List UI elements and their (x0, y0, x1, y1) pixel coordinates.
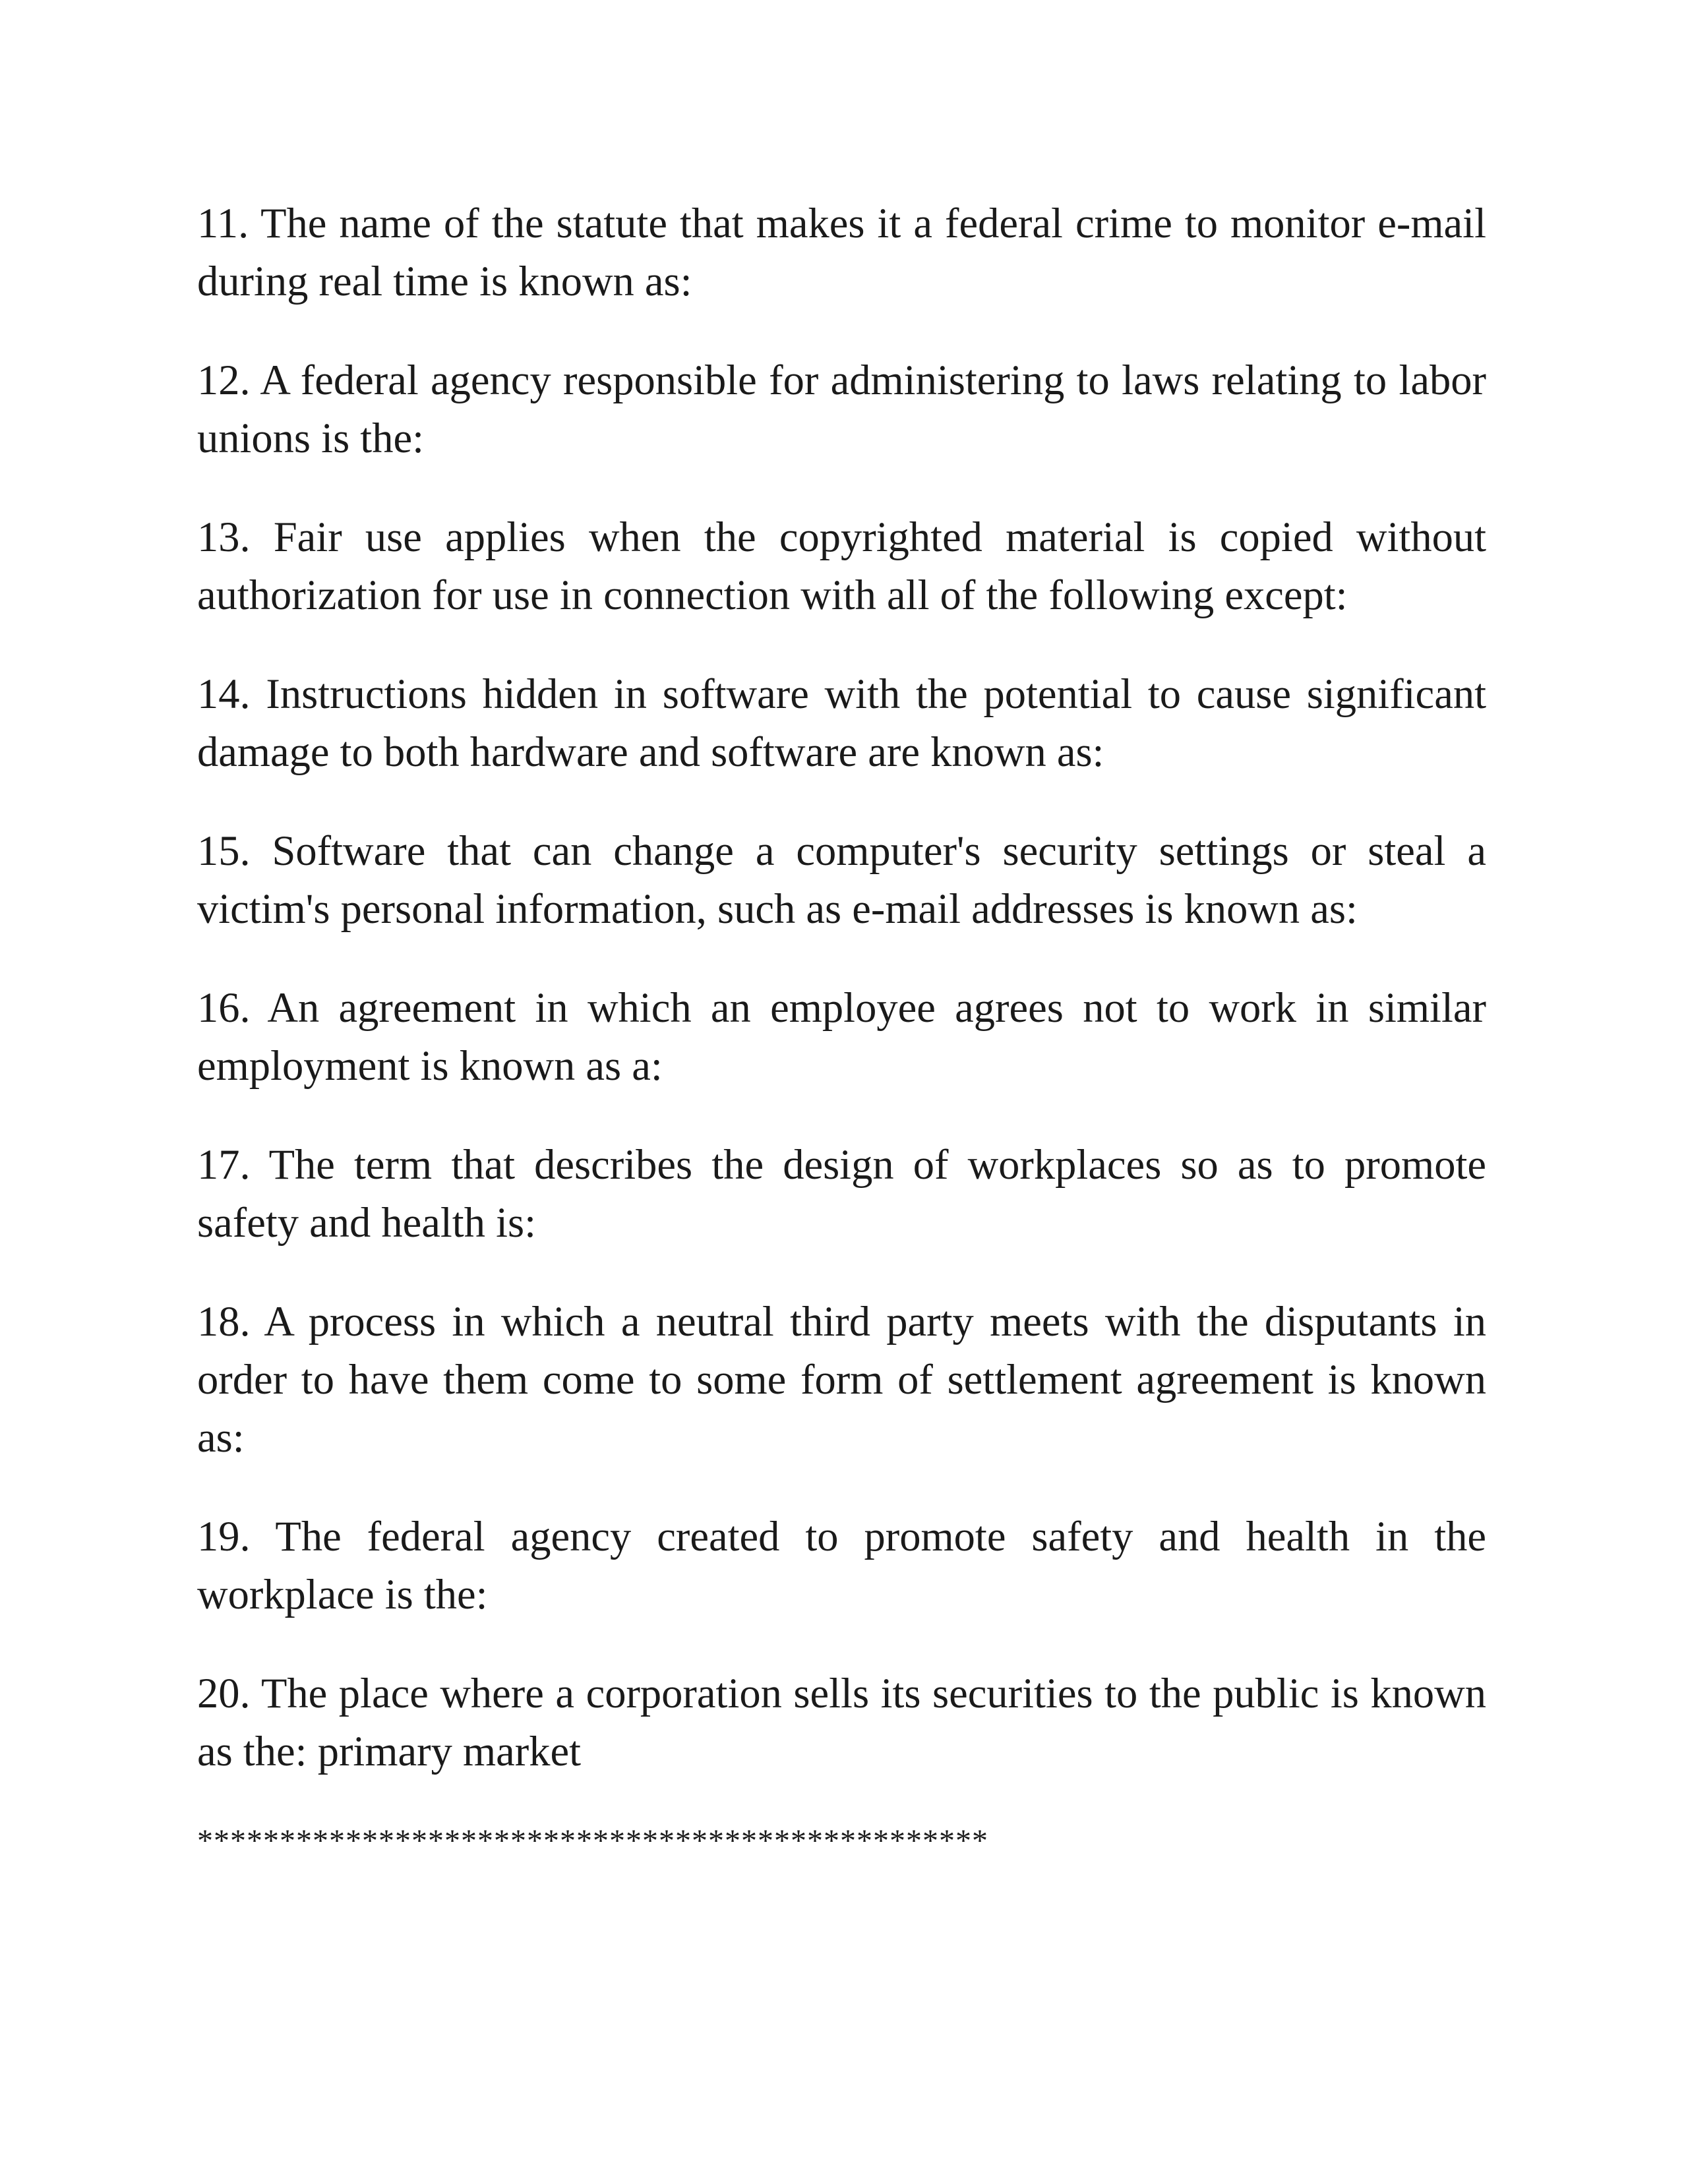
question-20: 20. The place where a corporation sells its securities to the public is known as the: primary market (197, 1670, 1486, 1775)
question-13: 13. Fair use applies when the copyrighted material is copied without authorization for use in connection with all of the following except: (197, 514, 1486, 618)
question-15: 15. Software that can change a computer's security settings or steal a victim's personal information, such as e-mail addresses is known as: (197, 827, 1486, 932)
question-14: 14. Instructions hidden in software with the potential to cause significant damage to both hardware and software are known as: (197, 670, 1486, 775)
asterisk-divider: ************************************************ (197, 1823, 988, 1858)
question-16: 16. An agreement in which an employee agrees not to work in similar employment is known as a: (197, 984, 1486, 1089)
question-17: 17. The term that describes the design of workplaces so as to promote safety and health is: (197, 1141, 1486, 1246)
question-19: 19. The federal agency created to promote safety and health in the workplace is the: (197, 1513, 1486, 1618)
question-18: 18. A process in which a neutral third party meets with the disputants in order to have them come to some form of settlement agreement is known as: (197, 1298, 1486, 1461)
question-list (197, 194, 1486, 1861)
question-11: 11. The name of the statute that makes it a federal crime to monitor e-mail during real time is known as: (197, 200, 1486, 305)
question-12: 12. A federal agency responsible for administering to laws relating to labor unions is the: (197, 357, 1486, 461)
